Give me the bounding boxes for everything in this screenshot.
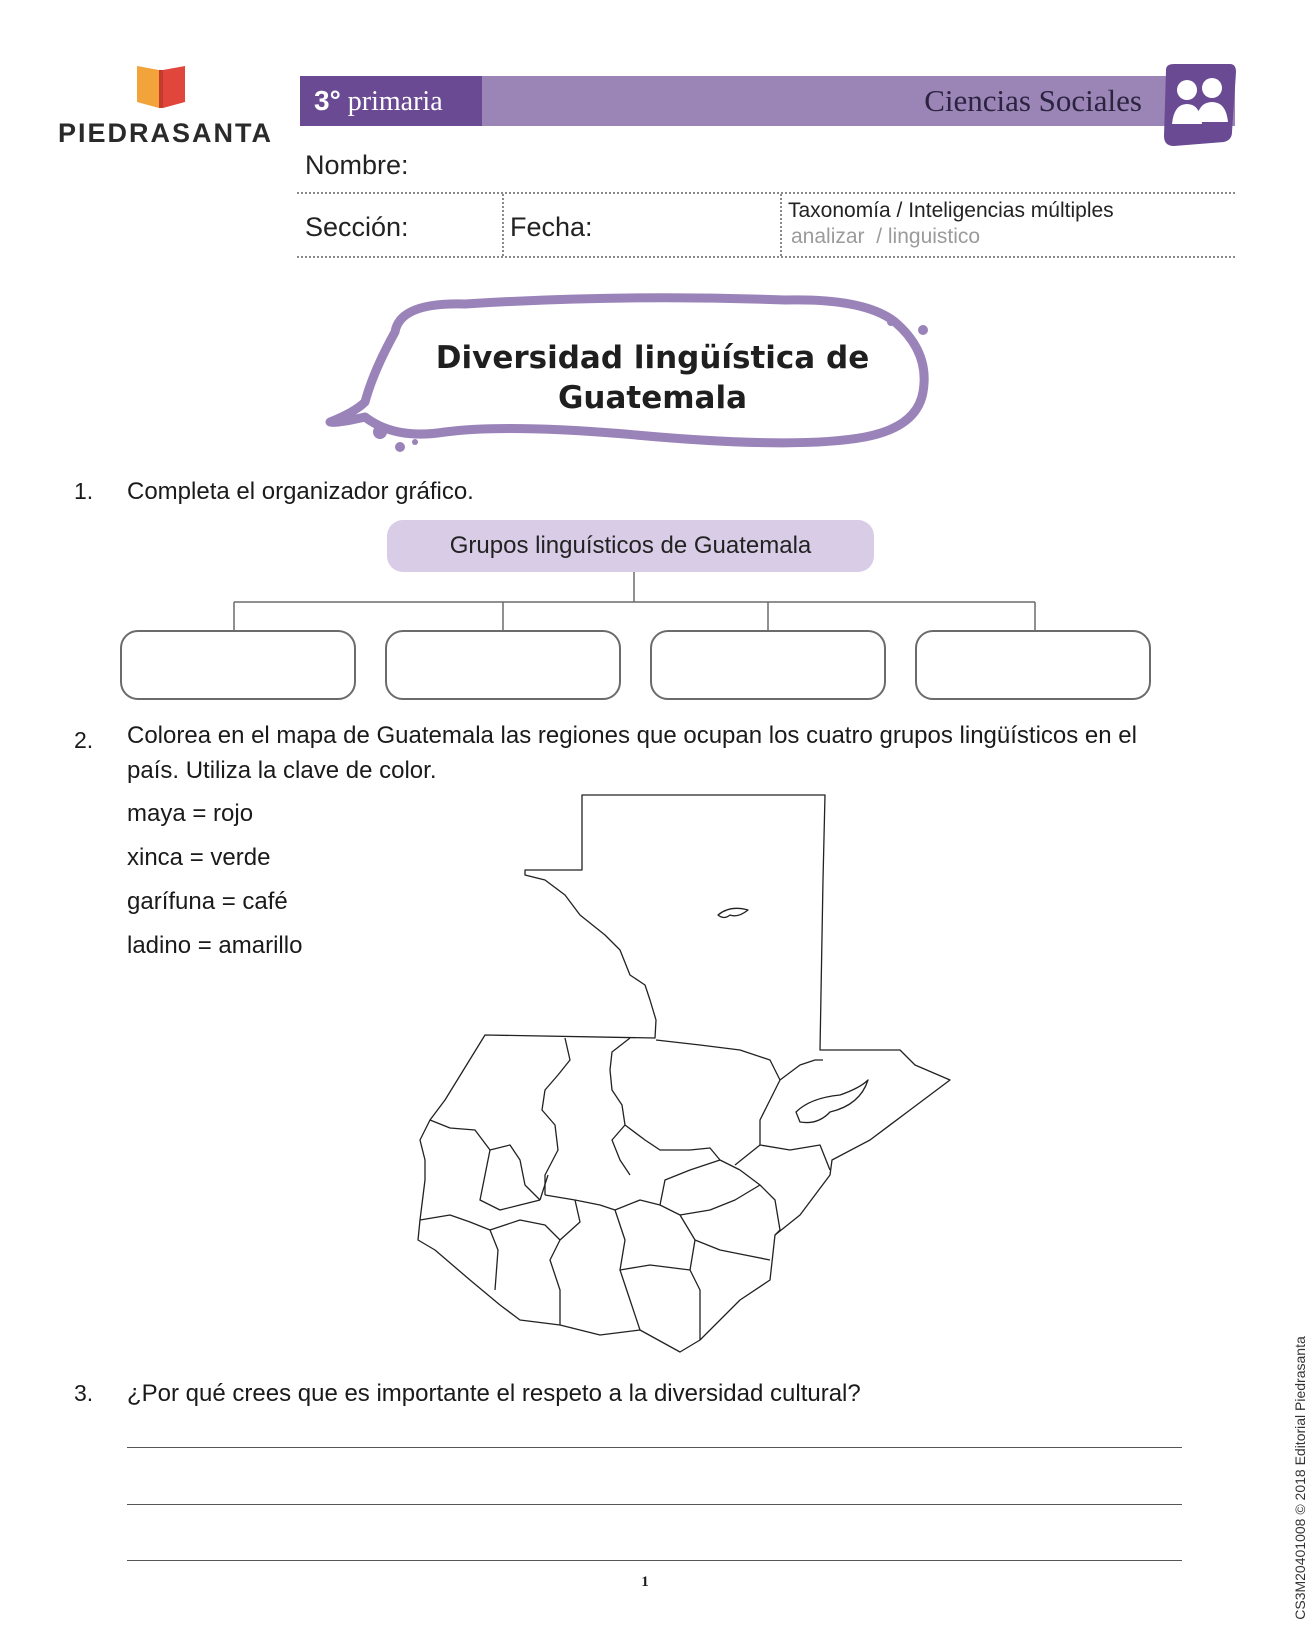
- taxonomy-title: Taxonomía / Inteligencias múltiples: [788, 199, 1114, 222]
- organizer-connectors: [0, 572, 1275, 632]
- fecha-label: Fecha:: [510, 212, 593, 242]
- answer-line-1[interactable]: [127, 1447, 1182, 1448]
- grade-label: [300, 76, 482, 126]
- divider: [502, 194, 504, 256]
- title-line-2: Guatemala: [557, 380, 748, 416]
- question-1-number: 1.: [74, 478, 94, 504]
- worksheet-title: [330, 338, 975, 418]
- page-number: 1: [641, 1574, 649, 1590]
- answer-line-3[interactable]: [127, 1560, 1182, 1561]
- color-key-xinca: xinca = verde: [127, 844, 271, 871]
- grade-number: 3°: [314, 85, 341, 116]
- divider: [780, 194, 782, 256]
- color-key-ladino: ladino = amarillo: [127, 932, 303, 959]
- question-3-text: ¿Por qué crees que es importante el respeto a la diversidad cultural?: [127, 1380, 861, 1407]
- guatemala-map[interactable]: [400, 790, 960, 1360]
- organizer-answer-box-1[interactable]: [120, 630, 356, 700]
- organizer-answer-box-4[interactable]: [915, 630, 1151, 700]
- divider: [297, 192, 1235, 194]
- nombre-label: Nombre:: [305, 150, 409, 180]
- question-2-text: Colorea en el mapa de Guatemala las regiones que ocupan los cuatro grupos lingüísticos en el país. Utiliza la clave de color.: [127, 722, 1137, 784]
- color-key-garifuna: garífuna = café: [127, 888, 288, 915]
- grade-word: primaria: [347, 86, 443, 117]
- seccion-label: Sección:: [305, 212, 409, 242]
- title-line-1: Diversidad lingüística de: [435, 340, 870, 376]
- divider: [297, 256, 1235, 258]
- people-icon: [1160, 62, 1236, 148]
- organizer-root: Grupos linguísticos de Guatemala: [387, 520, 874, 572]
- brand-logo-text: PIEDRASANTA: [58, 118, 274, 148]
- book-logo-icon: [135, 62, 187, 112]
- subject-title: Ciencias Sociales: [924, 83, 1142, 118]
- question-1-text: Completa el organizador gráfico.: [127, 478, 474, 505]
- taxonomy-values: analizar / linguistico: [791, 225, 981, 248]
- organizer-answer-box-2[interactable]: [385, 630, 621, 700]
- color-key-maya: maya = rojo: [127, 800, 254, 827]
- answer-line-2[interactable]: [127, 1504, 1182, 1505]
- question-3-number: 3.: [74, 1380, 94, 1406]
- copyright-credit: CS3M20401008 © 2018 Editorial Piedrasanta: [1292, 1336, 1308, 1620]
- question-2-number: 2.: [74, 727, 94, 753]
- organizer-answer-box-3[interactable]: [650, 630, 886, 700]
